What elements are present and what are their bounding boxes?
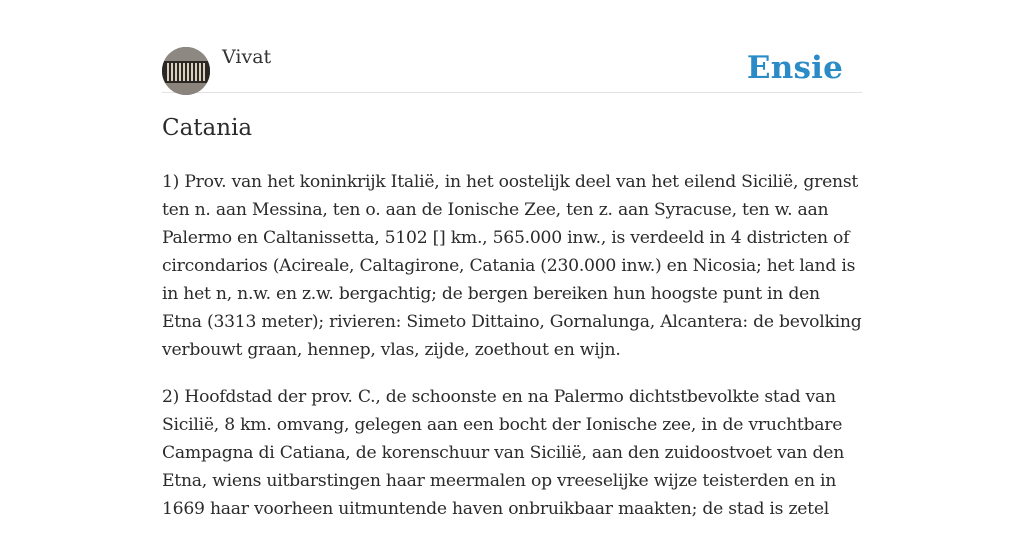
header [162,0,862,93]
brand-logo[interactable]: Ensie [746,50,843,86]
author-name[interactable]: Vivat [222,46,272,68]
avatar-image-icon [162,47,210,95]
page [162,0,862,519]
paragraph: 1) Prov. van het koninkrijk Italië, in het oostelijk deel van het eilend Sicilië, grenst ten n. aan Messina, ten o. aan de Ionische Zee, ten z. aan Syracuse, ten w. aan Palermo en Caltanissetta, 5102 [] km., 565.000 inw., is verdeeld in 4 districten of circondarios (Acireale, Caltagirone, Catania (230.000 inw.) en Nicosia; het land is in het n, n.w. en z.w. bergachtig; de bergen bereiken hun hoogste punt in den Etna (3313 meter); rivieren: Simeto Dittaino, Gornalunga, Alcantera: de bevolking verbouwt graan, hennep, vlas, zijde, zoethout en wijn. [162,172,862,360]
article-body [162,168,862,542]
page-title: Catania [162,115,253,141]
author-avatar[interactable] [162,47,210,95]
paragraph: 2) Hoofdstad der prov. C., de schoonste en na Palermo dichtstbevolkte stad van Sicilië, 8 km. omvang, gelegen aan een bocht der Ionische zee, in de vruchtbare Campagna di Catiana, de korenschuur van Sicilië, aan den zuidoostvoet van den Etna, wiens uitbarstingen haar meermalen op vreeselijke wijze teisterden en in 1669 haar voorheen uitmuntende haven onbruikbaar maakten; de stad is zetel [162,387,845,519]
